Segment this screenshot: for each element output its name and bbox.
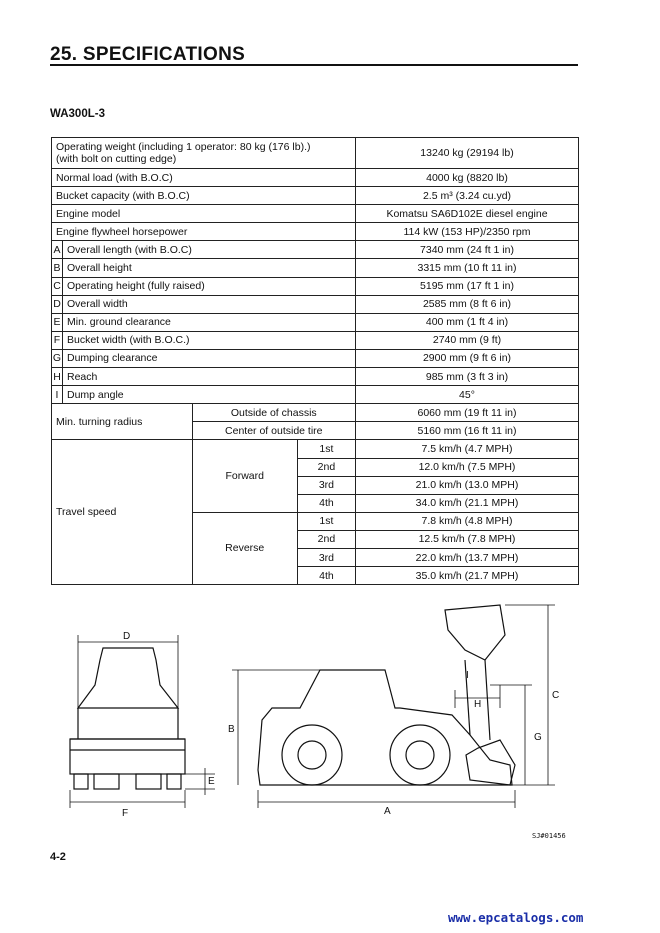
spec-label: Bucket width (with B.O.C.) [63, 331, 356, 349]
drawing-label-d: D [123, 631, 131, 642]
dimension-drawing [0, 590, 660, 820]
spec-gear: 2nd [297, 530, 355, 548]
spec-value: 12.0 km/h (7.5 MPH) [356, 458, 579, 476]
table-row [52, 349, 579, 367]
drawing-label-c: C [552, 690, 560, 701]
spec-value: 22.0 km/h (13.7 MPH) [356, 548, 579, 566]
drawing-label-h: H [474, 699, 482, 710]
table-row [52, 277, 579, 295]
spec-label: Overall width [63, 295, 356, 313]
spec-value: 34.0 km/h (21.1 MPH) [356, 494, 579, 512]
page-number: 4-2 [50, 851, 66, 863]
table-row [52, 295, 579, 313]
spec-value: 2585 mm (8 ft 6 in) [356, 295, 579, 313]
table-row [52, 187, 579, 205]
spec-gear: 4th [297, 494, 355, 512]
spec-value: 13240 kg (29194 lb) [356, 138, 579, 169]
spec-label: Reach [63, 368, 356, 386]
spec-gear: 4th [297, 567, 355, 585]
table-row [52, 169, 579, 187]
table-row [52, 404, 579, 422]
spec-label: Dumping clearance [63, 349, 356, 367]
spec-label: Operating height (fully raised) [63, 277, 356, 295]
spec-gear: 1st [297, 512, 355, 530]
spec-label: Operating weight (including 1 operator: 80 kg (176 lb).) (with bolt on cutting edge) [52, 138, 356, 169]
spec-value: 35.0 km/h (21.7 MPH) [356, 567, 579, 585]
spec-value: 400 mm (1 ft 4 in) [356, 313, 579, 331]
dimension-lines [70, 605, 555, 808]
table-row [52, 138, 579, 169]
spec-gear: 1st [297, 440, 355, 458]
table-row [52, 368, 579, 386]
spec-letter: C [52, 277, 63, 295]
spec-value: 3315 mm (10 ft 11 in) [356, 259, 579, 277]
spec-label: Dump angle [63, 386, 356, 404]
spec-letter: H [52, 368, 63, 386]
spec-letter: E [52, 313, 63, 331]
spec-value: 21.0 km/h (13.0 MPH) [356, 476, 579, 494]
spec-value: 5195 mm (17 ft 1 in) [356, 277, 579, 295]
spec-letter: A [52, 241, 63, 259]
spec-sublabel: Outside of chassis [192, 404, 355, 422]
spec-letter: D [52, 295, 63, 313]
spec-label: Bucket capacity (with B.O.C) [52, 187, 356, 205]
drawing-label-i: I [466, 670, 469, 681]
spec-label: Min. ground clearance [63, 313, 356, 331]
spec-value: 12.5 km/h (7.8 MPH) [356, 530, 579, 548]
spec-label: Engine flywheel horsepower [52, 223, 356, 241]
spec-letter: G [52, 349, 63, 367]
spec-gear: 2nd [297, 458, 355, 476]
spec-letter: F [52, 331, 63, 349]
table-row [52, 386, 579, 404]
spec-label: Min. turning radius [52, 404, 193, 440]
spec-sublabel: Center of outside tire [192, 422, 355, 440]
spec-value: Komatsu SA6D102E diesel engine [356, 205, 579, 223]
spec-letter: I [52, 386, 63, 404]
table-row [52, 440, 579, 458]
specifications-table [51, 137, 579, 585]
drawing-label-e: E [208, 776, 215, 787]
title-rule [50, 64, 578, 66]
table-row [52, 241, 579, 259]
drawing-label-g: G [534, 732, 542, 743]
table-row [52, 205, 579, 223]
spec-gear: 3rd [297, 548, 355, 566]
spec-value: 45° [356, 386, 579, 404]
spec-value: 2.5 m³ (3.24 cu.yd) [356, 187, 579, 205]
spec-value: 985 mm (3 ft 3 in) [356, 368, 579, 386]
table-row [52, 313, 579, 331]
table-row [52, 259, 579, 277]
spec-value: 114 kW (153 HP)/2350 rpm [356, 223, 579, 241]
drawing-label-f: F [122, 808, 129, 819]
spec-label: Engine model [52, 205, 356, 223]
drawing-label-a: A [384, 806, 391, 817]
spec-value: 7.5 km/h (4.7 MPH) [356, 440, 579, 458]
figure-id: SJ#01456 [532, 832, 566, 840]
page-title: 25. SPECIFICATIONS [50, 44, 246, 65]
side-view [258, 605, 515, 785]
model-name: WA300L-3 [50, 108, 105, 120]
spec-value: 6060 mm (19 ft 11 in) [356, 404, 579, 422]
spec-label: Travel speed [52, 440, 193, 585]
spec-value: 2900 mm (9 ft 6 in) [356, 349, 579, 367]
spec-letter: B [52, 259, 63, 277]
spec-direction: Reverse [192, 512, 297, 584]
spec-value: 7340 mm (24 ft 1 in) [356, 241, 579, 259]
drawing-label-b: B [228, 724, 235, 735]
spec-label: Overall length (with B.O.C) [63, 241, 356, 259]
watermark-url[interactable]: www.epcatalogs.com [448, 910, 584, 925]
spec-direction: Forward [192, 440, 297, 512]
front-view [70, 648, 185, 789]
spec-label: Normal load (with B.O.C) [52, 169, 356, 187]
table-row [52, 331, 579, 349]
spec-value: 2740 mm (9 ft) [356, 331, 579, 349]
spec-gear: 3rd [297, 476, 355, 494]
spec-value: 5160 mm (16 ft 11 in) [356, 422, 579, 440]
spec-value: 7.8 km/h (4.8 MPH) [356, 512, 579, 530]
spec-label: Overall height [63, 259, 356, 277]
spec-value: 4000 kg (8820 lb) [356, 169, 579, 187]
table-row [52, 223, 579, 241]
